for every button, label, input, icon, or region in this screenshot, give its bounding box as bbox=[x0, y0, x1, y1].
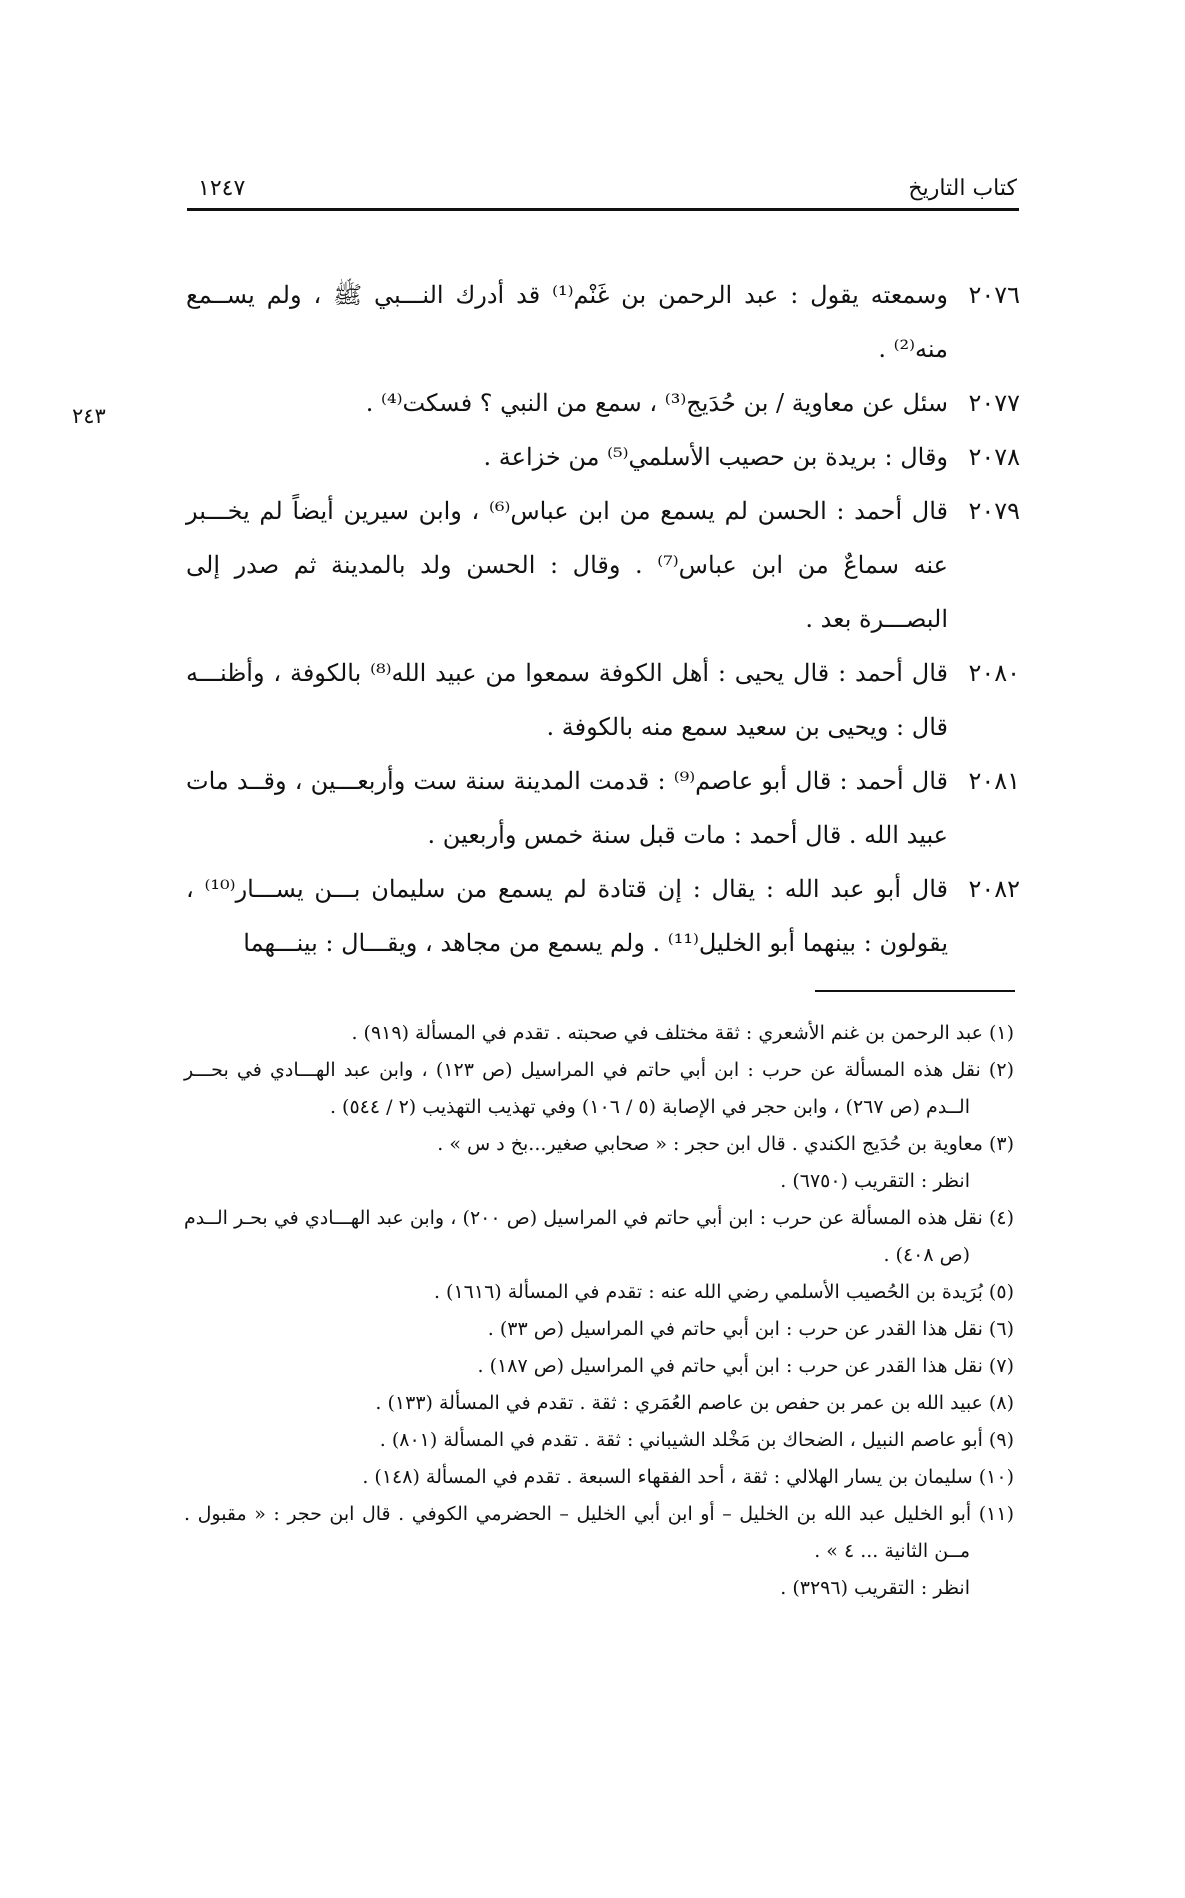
entry-text: قال أبو عبد الله : يقال : إن قتادة لم يسمع من سليمان بـــن يســـار⁽¹⁰⁾ ، يقولون : بينهما أبو الخليل⁽¹¹⁾ . ولم يسمع من مجاهد ، ويقـــال : بينـــهما bbox=[186, 875, 948, 957]
margin-page-number: ٢٤٣ bbox=[72, 404, 106, 428]
footnote: (٣) معاوية بن حُدَيج الكندي . قال ابن حجر : « صحابي صغير...بخ د س » . bbox=[437, 1133, 1014, 1155]
entry-number: ٢٠٧٧ bbox=[968, 389, 1020, 417]
footnote-continuation: انظر : التقريب (٣٢٩٦) . bbox=[780, 1577, 970, 1599]
footnotes bbox=[184, 1015, 1014, 1607]
footnote: (٦) نقل هذا القدر عن حرب : ابن أبي حاتم في المراسيل (ص ٣٣) . bbox=[487, 1318, 1014, 1340]
footnote: (٩) أبو عاصم النبيل ، الضحاك بن مَخْلد الشيباني : ثقة . تقدم في المسألة (٨٠١) . bbox=[379, 1429, 1014, 1451]
entry bbox=[186, 376, 1020, 430]
entry-number: ٢٠٧٦ bbox=[968, 281, 1020, 309]
entry-number: ٢٠٨٠ bbox=[968, 659, 1020, 687]
page-number: ١٢٤٧ bbox=[198, 176, 246, 201]
footnote: (٥) بُرَيدة بن الحُصيب الأسلمي رضي الله عنه : تقدم في المسألة (١٦١٦) . bbox=[433, 1281, 1014, 1303]
entry-text: وسمعته يقول : عبد الرحمن بن غَنْم⁽¹⁾ قد أدرك النـــبي ﷺ ، ولم يســمع منه⁽²⁾ . bbox=[186, 281, 948, 363]
entry-number: ٢٠٨١ bbox=[968, 767, 1020, 795]
footnote-rule bbox=[815, 990, 1015, 992]
footnote: (١) عبد الرحمن بن غنم الأشعري : ثقة مختلف في صحبته . تقدم في المسألة (٩١٩) . bbox=[351, 1022, 1014, 1044]
entry bbox=[186, 646, 1020, 754]
entry bbox=[186, 862, 1020, 970]
footnote: (١٠) سليمان بن يسار الهلالي : ثقة ، أحد الفقهاء السبعة . تقدم في المسألة (١٤٨) . bbox=[362, 1466, 1014, 1488]
footnote: (٨) عبيد الله بن عمر بن حفص بن عاصم العُمَري : ثقة . تقدم في المسألة (١٣٣) . bbox=[375, 1392, 1014, 1414]
footnote: (٤) نقل هذه المسألة عن حرب : ابن أبي حاتم في المراسيل (ص ٢٠٠) ، وابن عبد الهـــادي في بحـر الــدم (ص ٤٠٨) . bbox=[184, 1207, 1014, 1266]
entry bbox=[186, 268, 1020, 376]
entry-text: قال أحمد : الحسن لم يسمع من ابن عباس⁽⁶⁾ ، وابن سيرين أيضاً لم يخـــبر عنه سماعٌ من ابن عباس⁽⁷⁾ . وقال : الحسن ولد بالمدينة ثم صدر إلى البصـــرة بعد . bbox=[186, 497, 948, 633]
entry bbox=[186, 484, 1020, 646]
entry bbox=[186, 754, 1020, 862]
entry-number: ٢٠٧٩ bbox=[968, 497, 1020, 525]
entry-text: قال أحمد : قال أبو عاصم⁽⁹⁾ : قدمت المدينة سنة ست وأربعـــين ، وقــد مات عبيد الله . قال أحمد : مات قبل سنة خمس وأربعين . bbox=[186, 767, 948, 849]
footnote-continuation: انظر : التقريب (٦٧٥٠) . bbox=[780, 1170, 970, 1192]
entry-text: وقال : بريدة بن حصيب الأسلمي⁽⁵⁾ من خزاعة . bbox=[483, 443, 948, 471]
entries-list bbox=[186, 268, 1020, 970]
footnote: (٧) نقل هذا القدر عن حرب : ابن أبي حاتم في المراسيل (ص ١٨٧) . bbox=[477, 1355, 1014, 1377]
header-rule bbox=[187, 208, 1019, 211]
entry-number: ٢٠٧٨ bbox=[968, 443, 1020, 471]
entry-text: قال أحمد : قال يحيى : أهل الكوفة سمعوا من عبيد الله⁽⁸⁾ بالكوفة ، وأظنـــه قال : ويحيى بن سعيد سمع منه بالكوفة . bbox=[186, 659, 949, 741]
footnote: (٢) نقل هذه المسألة عن حرب : ابن أبي حاتم في المراسيل (ص ١٢٣) ، وابن عبد الهـــادي في بحـــر الــدم (ص ٢٦٧) ، وابن حجر في الإصابة (٥ / ١٠٦) وفي تهذيب التهذيب (٢ / ٥٤٤) . bbox=[184, 1059, 1014, 1118]
footnote: (١١) أبو الخليل عبد الله بن الخليل – أو ابن أبي الخليل – الحضرمي الكوفي . قال ابن حجر : « مقبول . مــن الثانية ... ٤ » . bbox=[184, 1503, 1014, 1562]
entry-text: سئل عن معاوية / بن حُدَيج⁽³⁾ ، سمع من النبي ؟ فسكت⁽⁴⁾ . bbox=[365, 389, 948, 417]
entry bbox=[186, 430, 1020, 484]
entry-number: ٢٠٨٢ bbox=[968, 875, 1020, 903]
running-header-title: كتاب التاريخ bbox=[908, 176, 1017, 201]
